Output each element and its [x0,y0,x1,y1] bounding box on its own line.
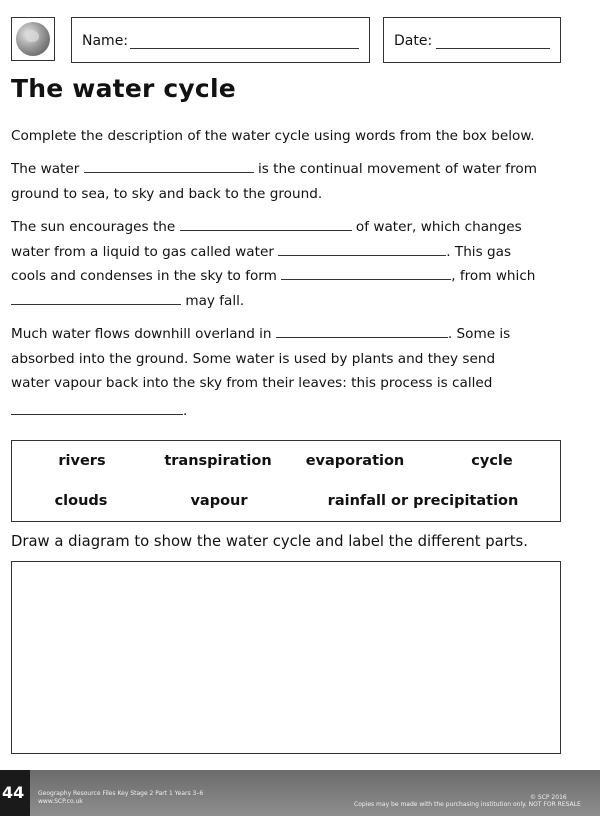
name-field[interactable] [71,17,370,63]
word-rainfall-or-precipitation: rainfall or precipitation [327,493,519,509]
footer-copyright: © SCP 2016 [530,794,567,801]
p2-line-2 [11,240,556,265]
p3-text: . Some is [447,326,511,342]
footer-series: Geography Resource Files Key Stage 2 Part 1 Years 3–6 [38,790,204,797]
logo-frame [11,17,55,61]
date-line[interactable] [436,48,550,49]
name-label: Name: [82,33,129,49]
p3-line-3: water vapour back into the sky from their leaves: this process is called [11,375,493,391]
p3-line-4 [11,399,556,424]
word-vapour: vapour [190,493,248,509]
p2-text: of water, which changes [355,219,522,235]
word-clouds: clouds [54,493,108,509]
word-transpiration: transpiration [164,453,272,469]
p2-line-1 [11,215,556,240]
page-number: 44 [0,770,30,816]
footer-notice: Copies may be made with the purchasing institution only. NOT FOR RESALE [354,801,581,808]
paragraph-1 [11,157,556,206]
date-label: Date: [394,33,433,49]
p3-line-1 [11,322,556,347]
p3-text: . [183,402,188,419]
blank-5[interactable] [11,292,181,305]
blank-7[interactable] [11,402,183,415]
p2-text: water from a liquid to gas called water [11,243,274,260]
globe-icon [16,22,50,56]
blank-6[interactable] [276,325,448,338]
p2-text: , from which [451,268,536,284]
p1-text: The water [11,161,80,177]
p1-line-1 [11,157,556,182]
blank-3[interactable] [278,243,446,256]
footer-website: www.SCP.co.uk [38,798,83,805]
p1-text: is the continual movement of water from [258,161,537,177]
word-cycle: cycle [471,453,513,469]
word-box [11,440,561,522]
blank-4[interactable] [281,267,451,280]
paragraph-3 [11,322,556,423]
word-rivers: rivers [58,453,106,469]
p2-line-4 [11,289,556,314]
p2-text: may fall. [185,292,245,309]
drawing-area[interactable] [11,561,561,754]
p2-text: cools and condenses in the sky to form [11,268,277,284]
date-field[interactable] [383,17,561,63]
p2-text: . This gas [446,243,512,260]
p2-text: The sun encourages the [11,219,176,235]
blank-2[interactable] [180,218,352,231]
page-title: The water cycle [11,74,236,103]
blank-1[interactable] [84,160,254,173]
drawing-instruction: Draw a diagram to show the water cycle and label the different parts. [11,533,528,550]
p3-line-2: absorbed into the ground. Some water is used by plants and they send [11,350,496,367]
p3-text: Much water flows downhill overland in [11,326,272,342]
name-line[interactable] [130,48,359,49]
instructions: Complete the description of the water cycle using words from the box below. [11,128,535,144]
paragraph-2 [11,215,556,313]
p1-line-2: ground to sea, to sky and back to the ground. [11,185,323,202]
word-evaporation: evaporation [305,453,405,469]
p2-line-3 [11,264,556,289]
